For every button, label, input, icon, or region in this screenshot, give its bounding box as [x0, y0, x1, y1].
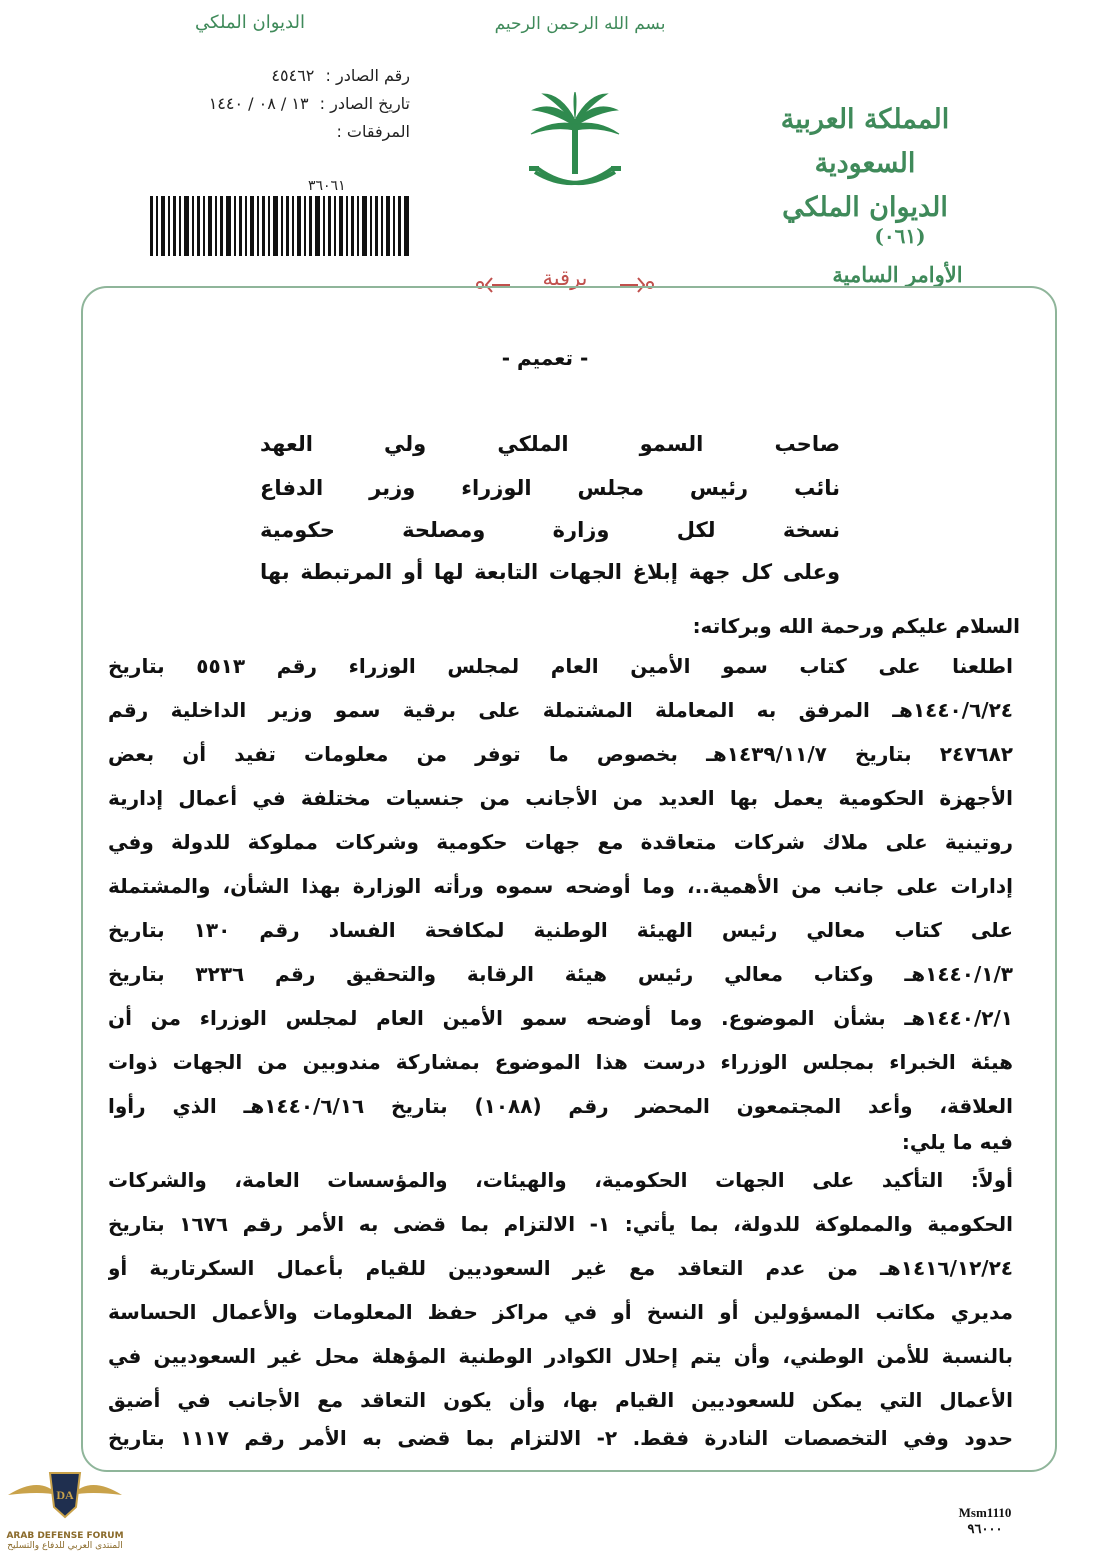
body-line: أولاً: التأكيد على الجهات الحكومية، والهيئات، والمؤسسات العامة، والشركات [108, 1168, 1013, 1192]
watermark [0, 1465, 130, 1565]
body-line: ١٤٤٠/١/٣هـ وكتاب معالي رئيس هيئة الرقابة والتحقيق رقم ٣٢٣٦ بتاريخ [108, 962, 1013, 986]
barcode-bars-icon [148, 184, 413, 258]
body-line: ١٤٤٠/٦/٢٤هـ المرفق به المعاملة المشتملة على برقية سمو وزير الداخلية رقم [108, 698, 1013, 722]
barcode [148, 178, 413, 258]
body-line: بالنسبة للأمن الوطني، وأن يتم إحلال الكوادر الوطنية المؤهلة محل غير السعوديين في [108, 1344, 1013, 1368]
issue-number-row [150, 66, 410, 85]
barqiya-label: برقية [542, 266, 588, 290]
issue-number: ٤٥٤٦٢ [271, 66, 315, 85]
body-line: مديري مكاتب المسؤولين أو النسخ أو في مراكز حفظ المعلومات والأعمال الحساسة [108, 1300, 1013, 1324]
body-line: العلاقة، وأعد المجتمعون المحضر رقم (١٠٨٨) بتاريخ ١٤٤٠/٦/١٦هـ الذي رأوا [108, 1094, 1013, 1118]
body-line: ١٤٤٠/٢/١هـ بشأن الموضوع. وما أوضحه سمو الأمين العام لمجلس الوزراء من أن [108, 1006, 1013, 1030]
form-number: ٩٦٠٠٠ [967, 1521, 1003, 1536]
addressee-line: صاحب السمو الملكي ولي العهد [260, 432, 840, 456]
body-line: الحكومية والمملوكة للدولة، بما يأتي: ١- الالتزام بما قضى به الأمر رقم ١٦٧٦ بتاريخ [108, 1212, 1013, 1236]
body-line: إدارات على جانب من الأهمية..، وما أوضحه سموه ورأته الوزارة بهذا الشأن، والمشتملة [108, 874, 1013, 898]
issue-date-row [150, 94, 410, 113]
body-line: حدود وفي التخصصات النادرة فقط. ٢- الالتزام بما قضى به الأمر رقم ١١١٧ بتاريخ [108, 1426, 1013, 1450]
basmala: بسم الله الرحمن الرحيم [494, 14, 666, 34]
diwan-top-label: الديوان الملكي [195, 12, 305, 33]
royal-orders-label: الأوامر السامية [832, 262, 963, 287]
form-code-id: Msm1110 [958, 1505, 1012, 1520]
attachments-label: المرفقات : [336, 122, 410, 141]
body-line: الأعمال التي يمكن للسعوديين القيام بها، وأن يكون التعاقد مع الأجانب في أضيق [108, 1388, 1013, 1412]
kingdom-title [740, 98, 990, 230]
palm-swords-emblem-icon [525, 92, 625, 204]
issue-number-label: رقم الصادر : [325, 66, 410, 85]
body-line: روتينية على ملاك شركات متعاقدة مع جهات حكومية وشركات مملوكة للدولة وفي [108, 830, 1013, 854]
body-line: على كتاب معالي رئيس الهيئة الوطنية لمكافحة الفساد رقم ١٣٠ بتاريخ [108, 918, 1013, 942]
body-line: الأجهزة الحكومية يعمل بها العديد من الأجانب من جنسيات مختلفة في أعمال إدارية [108, 786, 1013, 810]
watermark-en: ARAB DEFENSE FORUM [6, 1531, 124, 1541]
body-line: اطلعنا على كتاب سمو الأمين العام لمجلس الوزراء رقم ٥٥١٣ بتاريخ [108, 654, 1013, 678]
body-line: فيه ما يلي: [901, 1130, 1013, 1154]
form-code [940, 1505, 1030, 1537]
forum-logo-icon [0, 1465, 130, 1527]
addressee-line: نسخة لكل وزارة ومصلحة حكومية [260, 518, 840, 542]
kingdom-line1: المملكة العربية السعودية [780, 104, 950, 179]
attachments-row [150, 122, 410, 141]
body-line: ١٤١٦/١٢/٢٤هـ من عدم التعاقد مع غير السعوديين للقيام بأعمال السكرتارية أو [108, 1256, 1013, 1280]
body-line: ٢٤٧٦٨٢ بتاريخ ١٤٣٩/١١/٧هـ بخصوص ما توفر من معلومات تفيد أن بعض [108, 742, 1013, 766]
issue-date: ١٣ / ٠٨ / ١٤٤٠ [208, 94, 309, 113]
kingdom-line2: الديوان الملكي [782, 192, 948, 223]
issue-date-label: تاريخ الصادر : [319, 94, 410, 113]
barcode-number: ٣٦٠٦١ [308, 178, 346, 194]
addressee-line: وعلى كل جهة إبلاغ الجهات التابعة لها أو المرتبطة بها [260, 560, 840, 584]
forum-logo-letters: DA [56, 1488, 74, 1502]
watermark-ar: المنتدى العربي للدفاع والتسليح [7, 1541, 123, 1551]
addressee-line: نائب رئيس مجلس الوزراء وزير الدفاع [260, 476, 840, 500]
body-line: هيئة الخبراء بمجلس الوزراء درست هذا الموضوع بمشاركة مندوبين من الجهات ذوات [108, 1050, 1013, 1074]
department-code: (٠٦١) [874, 224, 926, 248]
subject-title: - تعميم - [501, 346, 589, 370]
greeting: السلام عليكم ورحمة الله وبركاته: [692, 614, 1020, 638]
